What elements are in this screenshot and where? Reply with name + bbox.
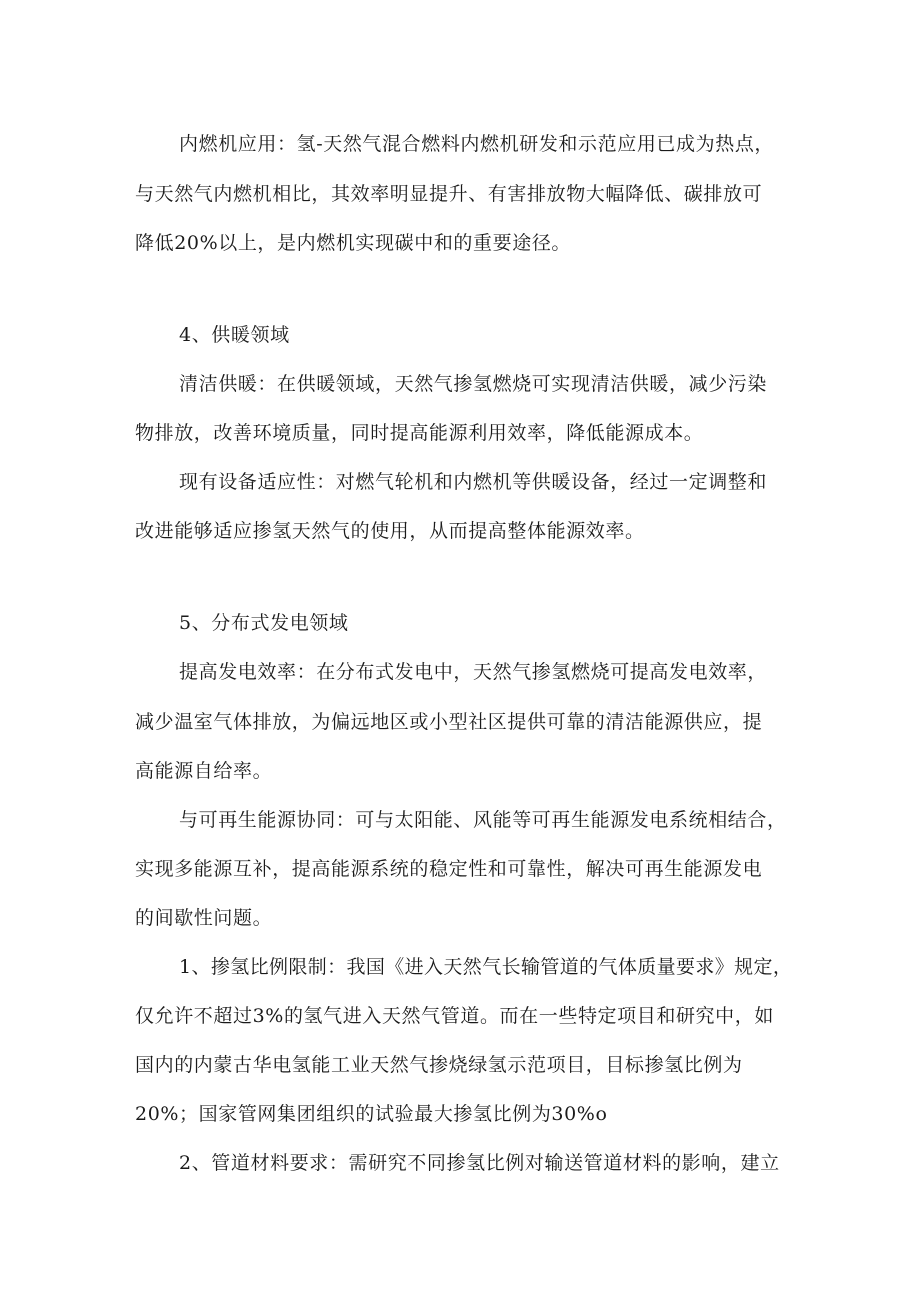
text-line: 高能源自给率。 <box>135 760 273 782</box>
text-line: 的间歇性问题。 <box>135 907 273 929</box>
text-line: 20%；国家管网集团组织的试验最大掺氢比例为30%o <box>135 1103 608 1125</box>
text-line: 提高发电效率：在分布式发电中，天然气掺氢燃烧可提高发电效率， <box>179 661 768 683</box>
text-line: 物排放，改善环境质量，同时提高能源利用效率，降低能源成本。 <box>135 422 704 444</box>
text-line: 1、掺氢比例限制：我国《进入天然气长输管道的气体质量要求》规定， <box>179 956 793 978</box>
text-line: 与可再生能源协同：可与太阳能、风能等可再生能源发电系统相结合， <box>179 809 787 831</box>
text-line: 实现多能源互补，提高能源系统的稳定性和可靠性，解决可再生能源发电 <box>135 858 763 880</box>
text-line: 2、管道材料要求：需研究不同掺氢比例对输送管道材料的影响，建立 <box>179 1152 780 1174</box>
section-heading: 5、分布式发电领域 <box>179 612 349 634</box>
text-line: 现有设备适应性：对燃气轮机和内燃机等供暖设备，经过一定调整和 <box>179 471 768 493</box>
text-line: 清洁供暖：在供暖领域，天然气掺氢燃烧可实现清洁供暖，减少污染 <box>179 373 768 395</box>
text-line: 国内的内蒙古华电氢能工业天然气掺烧绿氢示范项目，目标掺氢比例为 <box>135 1054 743 1076</box>
text-line: 改进能够适应掺氢天然气的使用，从而提高整体能源效率。 <box>135 520 645 542</box>
text-line: 仅允许不超过3%的氢气进入天然气管道。而在一些特定项目和研究中，如 <box>135 1005 774 1027</box>
text-line: 与天然气内燃机相比，其效率明显提升、有害排放物大幅降低、碳排放可 <box>135 183 763 205</box>
text-line: 降低20%以上，是内燃机实现碳中和的重要途径。 <box>135 232 572 254</box>
text-line: 内燃机应用：氢-天然气混合燃料内燃机研发和示范应用已成为热点， <box>179 133 775 155</box>
section-heading: 4、供暖领域 <box>179 324 290 346</box>
text-line: 减少温室气体排放，为偏远地区或小型社区提供可靠的清洁能源供应，提 <box>135 711 763 733</box>
